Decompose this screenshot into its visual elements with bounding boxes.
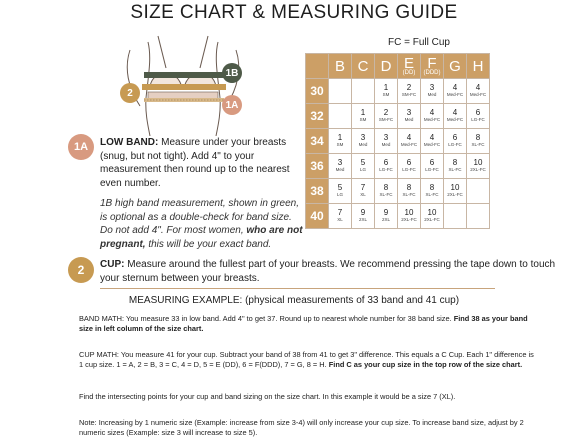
size-cell	[467, 79, 490, 104]
size-cell	[352, 204, 375, 229]
size-label: 2XL-FC	[424, 216, 440, 222]
size-label: XL-FC	[448, 166, 462, 172]
size-label: LG-FC	[471, 116, 485, 122]
size-number: 10	[427, 208, 437, 218]
band-row	[306, 129, 490, 154]
size-number: 3	[406, 108, 412, 118]
cup-header: D	[375, 54, 398, 79]
size-cell	[398, 154, 421, 179]
size-label: LG-FC	[379, 166, 393, 172]
size-number: 8	[383, 183, 389, 193]
size-cell	[375, 79, 398, 104]
marker-2: 2	[120, 83, 140, 103]
size-cell	[329, 179, 352, 204]
cup-header: F (DDD)	[421, 54, 444, 79]
cup-text: Measure around the fullest part of your breasts. We recommend pressing the tape down to touch your sternum between your breasts.	[100, 259, 556, 284]
size-label: LG	[359, 166, 366, 172]
size-cell	[421, 154, 444, 179]
size-cell	[398, 129, 421, 154]
marker-1a: 1A	[222, 95, 242, 115]
size-label: Med	[358, 141, 368, 147]
size-cell	[352, 104, 375, 129]
size-number: 8	[406, 183, 412, 193]
size-label: LG	[336, 191, 343, 197]
size-number: 10	[473, 158, 483, 168]
size-label: LG-FC	[448, 141, 462, 147]
size-label: Med	[427, 91, 437, 97]
size-cell	[444, 129, 467, 154]
size-label: XL-FC	[379, 191, 393, 197]
size-cell	[375, 129, 398, 154]
band-header: 40	[306, 204, 329, 229]
size-number: 6	[406, 158, 412, 168]
size-number: 1	[360, 108, 366, 118]
size-label: Med	[404, 116, 414, 122]
size-chart-table	[305, 53, 490, 229]
note-paragraph: Note: Increasing by 1 numeric size (Example: increase from size 3-4) will only increase your cup size. To increase band size, adjust by 2 numeric sizes (Example: size 3 will increase to size 5).	[79, 418, 524, 438]
intersect-paragraph: Find the intersecting points for your cup and band sizing on the size chart. In this example it would be a size 7 (XL).	[79, 392, 456, 401]
size-number: 7	[337, 208, 343, 218]
high-band-note-end: this will be your exact band.	[148, 238, 272, 250]
size-number: 5	[337, 183, 343, 193]
marker-1a-band: 1A	[68, 134, 94, 160]
size-label: Med-FC	[446, 91, 464, 97]
size-number: 2	[406, 83, 412, 93]
band-row	[306, 104, 490, 129]
size-number: 8	[475, 133, 481, 143]
size-cell	[398, 104, 421, 129]
size-number: 2	[383, 108, 389, 118]
size-cell	[375, 104, 398, 129]
size-cell	[329, 154, 352, 179]
example-heading-detail: (physical measurements of 33 band and 41 cup)	[245, 295, 460, 306]
band-math-text: BAND MATH: You measure 33 in low band. Add 4" to get 37. Round up to nearest whole number for 38 band size.	[79, 314, 452, 323]
band-math-emphasis: Find 38 as your band size in left column of the size chart.	[79, 314, 528, 334]
size-cell	[444, 179, 467, 204]
size-label: LG-FC	[402, 166, 416, 172]
size-cell	[352, 154, 375, 179]
size-label: LG-FC	[425, 166, 439, 172]
size-cell	[467, 154, 490, 179]
size-label: SM	[359, 116, 367, 122]
size-number: 4	[452, 83, 458, 93]
band-header: 30	[306, 79, 329, 104]
size-label: Med-FC	[446, 116, 464, 122]
size-cell	[398, 79, 421, 104]
size-label: XL-FC	[425, 191, 439, 197]
size-label: 2XL	[381, 216, 390, 222]
size-cell	[467, 179, 490, 204]
size-number: 4	[452, 108, 458, 118]
size-number: 1	[337, 133, 343, 143]
size-cell	[467, 204, 490, 229]
marker-2-cup: 2	[68, 257, 94, 283]
cup-header-row	[306, 54, 490, 79]
size-cell	[421, 104, 444, 129]
size-cell	[329, 204, 352, 229]
size-label: Med-FC	[423, 116, 441, 122]
size-label: XL	[337, 216, 343, 222]
low-band-label: LOW BAND:	[100, 137, 159, 148]
size-label: Med	[335, 166, 345, 172]
size-cell	[467, 104, 490, 129]
size-label: XL	[360, 191, 366, 197]
size-number: 6	[429, 158, 435, 168]
size-cell	[375, 204, 398, 229]
size-number: 9	[383, 208, 389, 218]
full-cup-legend: FC = Full Cup	[388, 37, 450, 48]
band-row	[306, 79, 490, 104]
size-cell	[375, 154, 398, 179]
size-cell	[329, 104, 352, 129]
size-cell	[352, 179, 375, 204]
size-cell	[467, 129, 490, 154]
size-number: 3	[429, 83, 435, 93]
size-cell	[352, 129, 375, 154]
cup-header: H	[467, 54, 490, 79]
high-band-note-text: 1B high band measurement, shown in green, is optional as a double-check for band size. Do not add 4". For most women,	[100, 198, 300, 236]
size-cell	[421, 129, 444, 154]
size-number: 8	[429, 183, 435, 193]
low-band-instructions	[100, 136, 290, 190]
size-number: 10	[404, 208, 414, 218]
size-number: 3	[337, 158, 343, 168]
size-cell	[329, 129, 352, 154]
cup-math-text: CUP MATH: You measure 41 for your cup. Subtract your band of 38 from 41 to get 3" difference. This equals a C Cup. Each 1" difference is 1 cup size. 1 = A, 2 = B, 3 = C, 4 = D, 5 = E (DD), 6 = F(DDD), 7 = G, 8 = H.	[79, 350, 534, 370]
page-title: SIZE CHART & MEASURING GUIDE	[130, 2, 458, 23]
cup-instructions	[100, 258, 565, 285]
size-cell	[329, 79, 352, 104]
example-heading	[0, 295, 588, 306]
size-number: 8	[452, 158, 458, 168]
size-label: SM-FC	[378, 116, 394, 122]
size-label: XL-FC	[471, 141, 485, 147]
size-number: 6	[383, 158, 389, 168]
cup-math-emphasis: Find C as your cup size in the top row of the size chart.	[328, 360, 523, 370]
size-label: Med-FC	[400, 141, 418, 147]
size-label: SM	[382, 91, 390, 97]
size-number: 3	[360, 133, 366, 143]
band-row	[306, 154, 490, 179]
size-cell	[444, 154, 467, 179]
size-cell	[352, 79, 375, 104]
size-number: 5	[360, 158, 366, 168]
size-number: 6	[452, 133, 458, 143]
size-label: Med-FC	[423, 141, 441, 147]
size-number: 4	[475, 83, 481, 93]
size-number: 4	[406, 133, 412, 143]
band-header: 38	[306, 179, 329, 204]
band-row	[306, 204, 490, 229]
size-label: XL-FC	[402, 191, 416, 197]
table-corner	[306, 54, 329, 79]
size-number: 3	[383, 133, 389, 143]
band-math-paragraph	[79, 314, 539, 335]
size-cell	[444, 204, 467, 229]
size-cell	[421, 79, 444, 104]
high-band-note	[100, 197, 305, 251]
high-band-note-emphasis: who are not pregnant,	[100, 225, 303, 250]
size-cell	[398, 204, 421, 229]
cup-header: C	[352, 54, 375, 79]
size-cell	[444, 104, 467, 129]
size-cell	[421, 204, 444, 229]
size-number: 10	[450, 183, 460, 193]
cup-label: CUP:	[100, 259, 125, 270]
size-cell	[398, 179, 421, 204]
size-number: 9	[360, 208, 366, 218]
example-heading-label: MEASURING EXAMPLE:	[128, 295, 243, 306]
size-label: Med-FC	[469, 91, 487, 97]
low-band-text: Measure under your breasts (snug, but not tight). Add 4" to your measurement then round up to the nearest even number.	[100, 137, 290, 189]
size-label: 2XL-FC	[470, 166, 486, 172]
band-header: 34	[306, 129, 329, 154]
size-label: SM-FC	[401, 91, 417, 97]
size-number: 4	[429, 108, 435, 118]
size-cell	[421, 179, 444, 204]
size-label: 2XL-FC	[401, 216, 417, 222]
size-label: 2XL-FC	[447, 191, 463, 197]
section-divider	[100, 288, 495, 289]
size-cell	[375, 179, 398, 204]
size-cell	[444, 79, 467, 104]
band-header: 32	[306, 104, 329, 129]
size-label: Med	[381, 141, 391, 147]
size-number: 1	[383, 83, 389, 93]
band-row	[306, 179, 490, 204]
marker-1b: 1B	[222, 63, 242, 83]
cup-header: E (DD)	[398, 54, 421, 79]
cup-math-paragraph	[79, 350, 539, 371]
band-header: 36	[306, 154, 329, 179]
cup-header: G	[444, 54, 467, 79]
size-number: 7	[360, 183, 366, 193]
size-number: 6	[475, 108, 481, 118]
size-label: 2XL	[358, 216, 367, 222]
size-label: SM	[336, 141, 344, 147]
cup-header: B	[329, 54, 352, 79]
size-number: 4	[429, 133, 435, 143]
